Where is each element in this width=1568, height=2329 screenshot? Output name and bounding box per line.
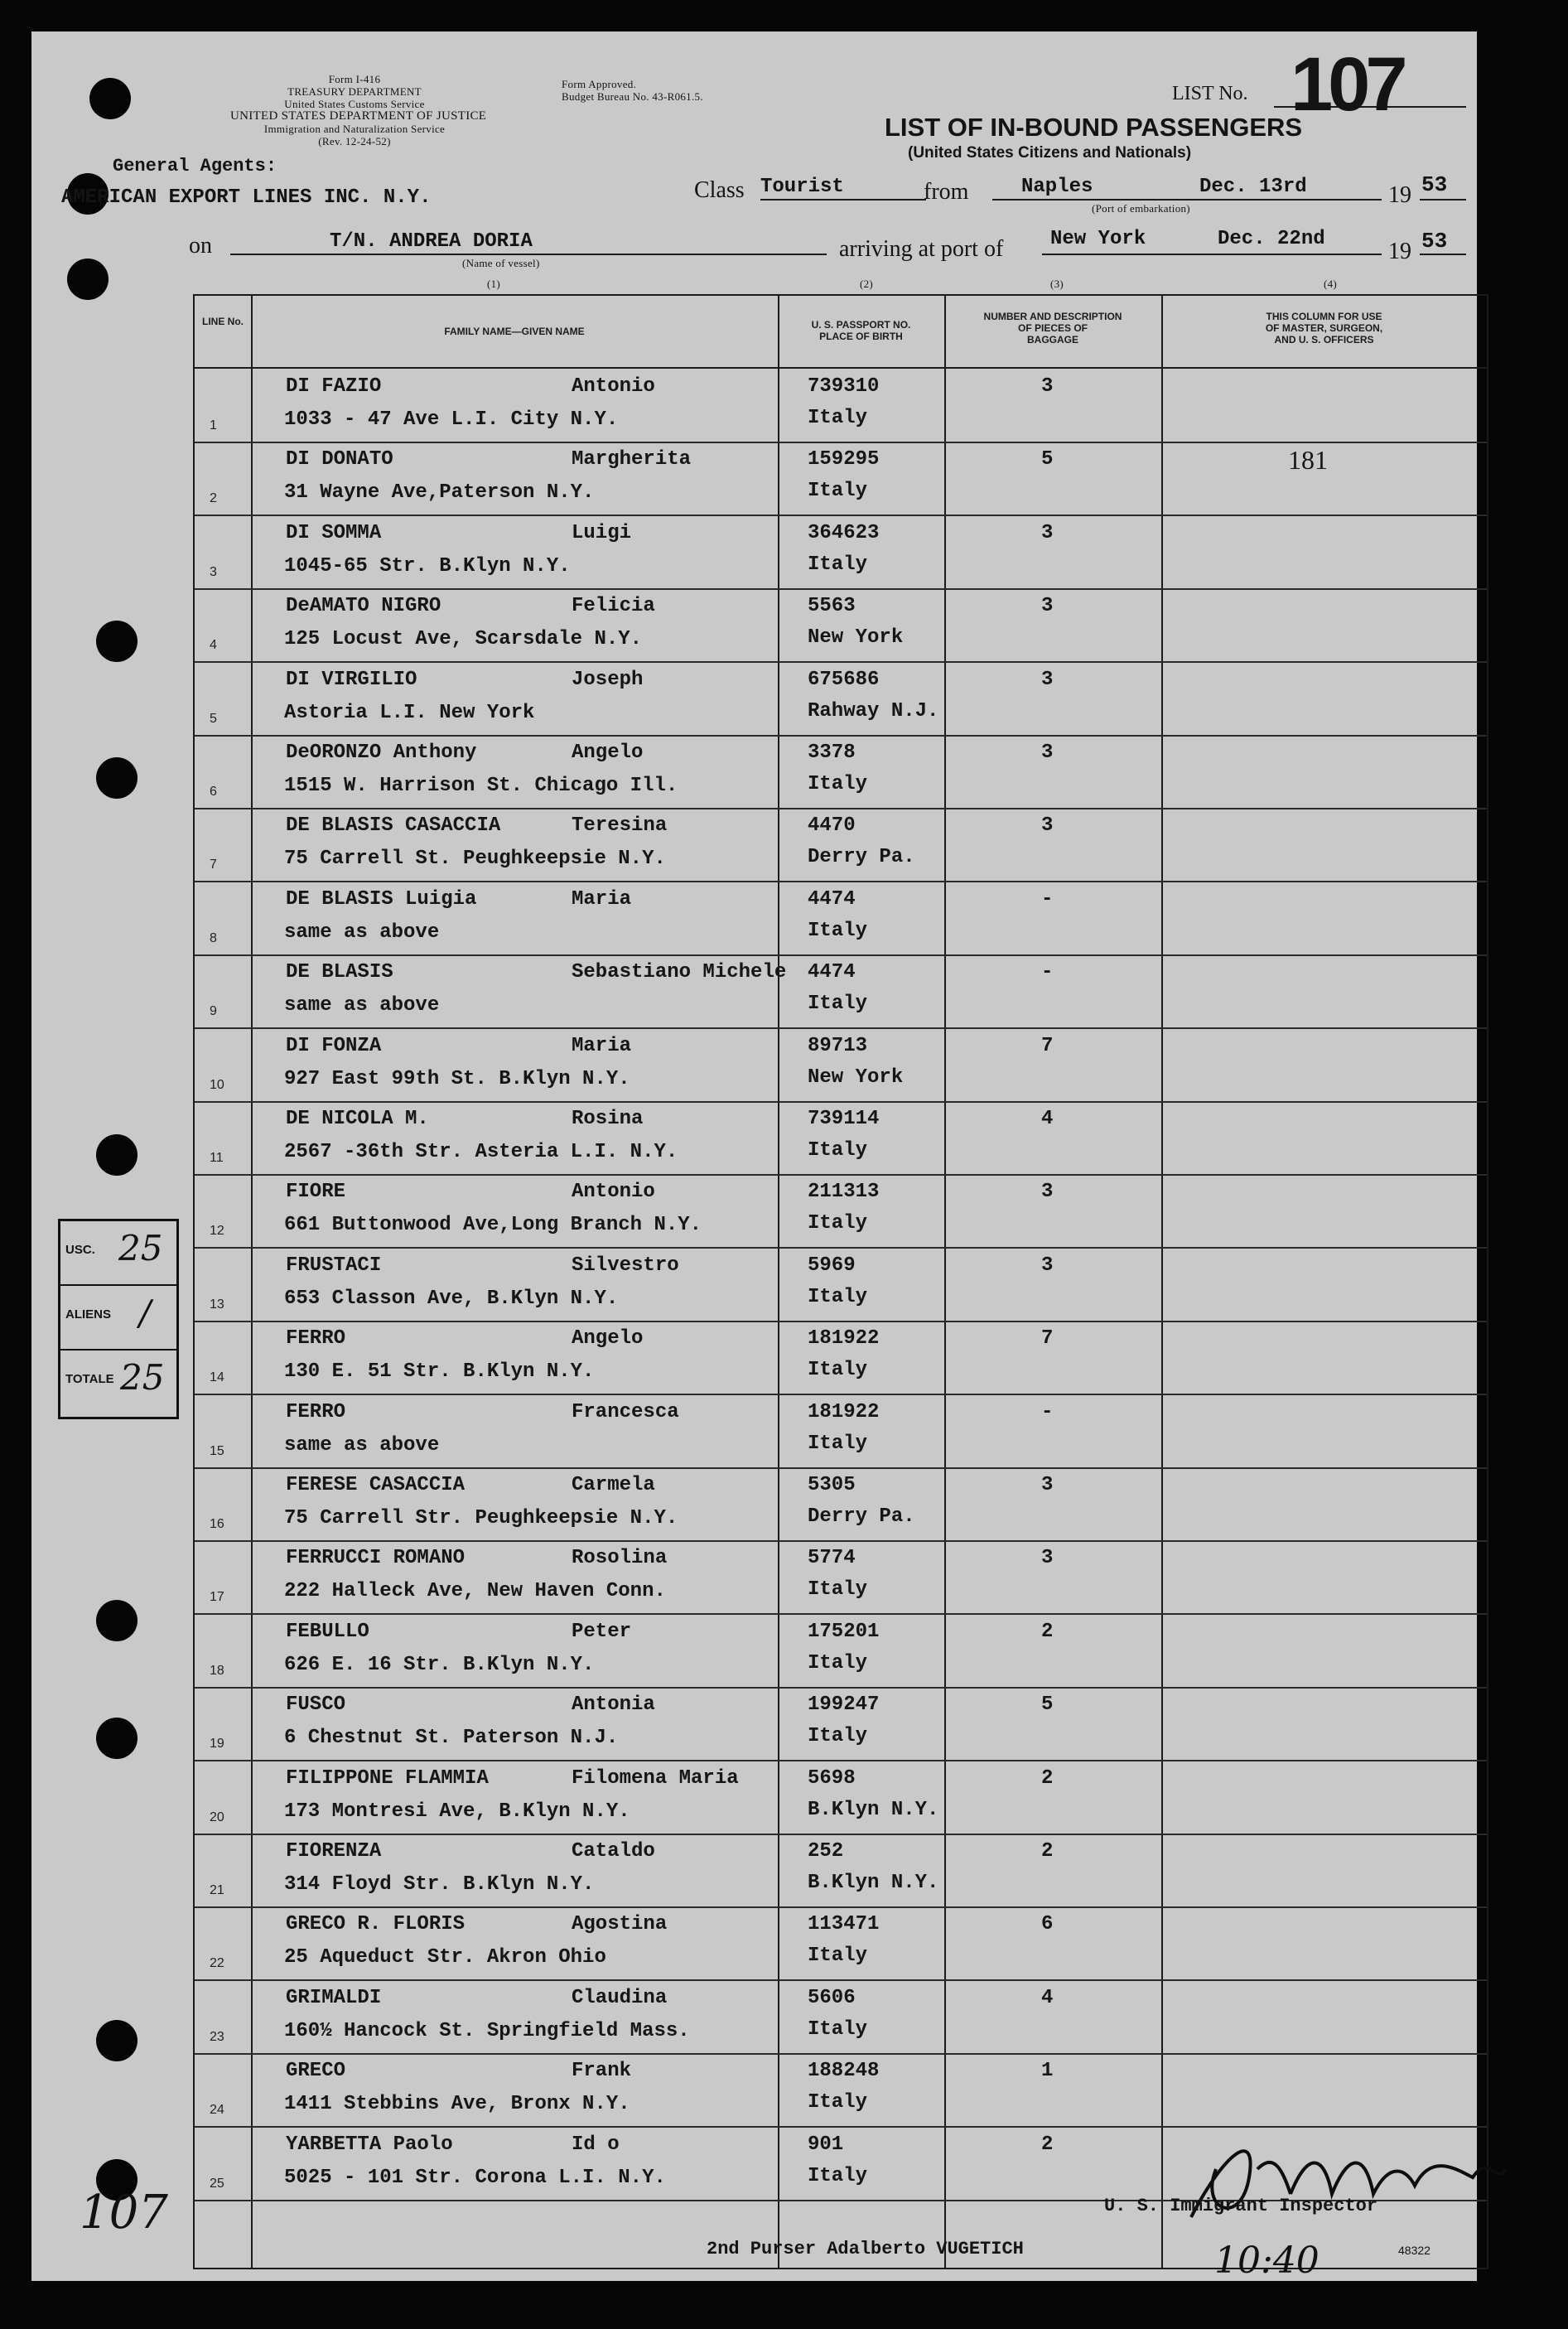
given-name: Agostina bbox=[572, 1913, 668, 1936]
given-name: Rosina bbox=[572, 1108, 644, 1130]
address: same as above bbox=[284, 920, 440, 944]
family-name: DI FONZA bbox=[286, 1034, 382, 1057]
line-number: 5 bbox=[210, 711, 217, 726]
passport-number: 181922 bbox=[808, 1327, 880, 1351]
baggage-count: 3 bbox=[1041, 1547, 1054, 1570]
baggage-count: 3 bbox=[1041, 1474, 1054, 1496]
passport-number: 113471 bbox=[808, 1913, 880, 1936]
family-name: FIORE bbox=[286, 1181, 346, 1204]
passport-number: 175201 bbox=[808, 1620, 880, 1643]
passport-number: 181922 bbox=[808, 1400, 880, 1423]
punch-hole bbox=[96, 621, 138, 662]
general-agents: AMERICAN EXPORT LINES INC. N.Y. bbox=[61, 186, 432, 209]
arrival-port: New York bbox=[1050, 228, 1146, 250]
class-value: Tourist bbox=[760, 176, 844, 198]
customs-service: United States Customs Service bbox=[284, 98, 425, 110]
place-of-birth: Italy bbox=[808, 919, 868, 942]
passport-number: 739114 bbox=[808, 1108, 880, 1130]
baggage-count: 4 bbox=[1041, 1986, 1054, 2009]
rule bbox=[1042, 254, 1382, 255]
col-passport-line1: U. S. PASSPORT NO. bbox=[811, 319, 911, 331]
address: 927 East 99th St. B.Klyn N.Y. bbox=[284, 1067, 630, 1090]
aliens-count: / bbox=[139, 1293, 152, 1333]
given-name: Peter bbox=[572, 1620, 632, 1643]
family-name: DI DONATO bbox=[286, 448, 393, 471]
baggage-count: 2 bbox=[1041, 1766, 1054, 1790]
handwritten-time: 10:40 bbox=[1214, 2240, 1320, 2282]
from-date: Dec. 13rd bbox=[1199, 176, 1307, 198]
punch-hole bbox=[96, 1134, 138, 1176]
family-name: FERRO bbox=[286, 1327, 346, 1351]
given-name: Rosolina bbox=[572, 1547, 668, 1570]
line-number: 25 bbox=[210, 2176, 224, 2191]
baggage-count: 7 bbox=[1041, 1034, 1054, 1057]
place-of-birth: Italy bbox=[808, 1945, 868, 1968]
col-num-4: (4) bbox=[1324, 278, 1338, 290]
place-of-birth: Derry Pa. bbox=[808, 846, 915, 869]
table-row bbox=[195, 664, 1487, 737]
purser-signature-line: 2nd Purser Adalberto VUGETICH bbox=[707, 2239, 1024, 2259]
given-name: Angelo bbox=[572, 742, 644, 764]
place-of-birth: Italy bbox=[808, 993, 868, 1016]
given-name: Felicia bbox=[572, 595, 655, 618]
line-number: 4 bbox=[210, 638, 217, 653]
address: 661 Buttonwood Ave,Long Branch N.Y. bbox=[284, 1214, 702, 1237]
line-number: 20 bbox=[210, 1810, 224, 1824]
officer-note: 181 bbox=[1288, 445, 1328, 476]
line-number: 1 bbox=[210, 418, 217, 432]
address: 125 Locust Ave, Scarsdale N.Y. bbox=[284, 628, 643, 651]
table-row bbox=[195, 370, 1487, 443]
given-name: Carmela bbox=[572, 1474, 655, 1496]
treasury-dept: TREASURY DEPARTMENT bbox=[287, 85, 422, 98]
manifest-page bbox=[31, 31, 1477, 2281]
table-row bbox=[195, 443, 1487, 516]
rule bbox=[1420, 254, 1466, 255]
passport-number: 3378 bbox=[808, 742, 856, 764]
place-of-birth: Italy bbox=[808, 1359, 868, 1382]
table-row bbox=[195, 1030, 1487, 1103]
tally-stamp bbox=[58, 1219, 179, 1419]
passport-number: 5563 bbox=[808, 595, 856, 618]
list-number-label: LIST No. bbox=[1172, 83, 1248, 104]
year2-prefix: 19 bbox=[1388, 239, 1411, 264]
given-name: Maria bbox=[572, 887, 632, 911]
place-of-birth: Italy bbox=[808, 407, 868, 429]
family-name: FUSCO bbox=[286, 1694, 346, 1717]
family-name: GRECO bbox=[286, 2060, 346, 2083]
family-name: DI FAZIO bbox=[286, 375, 382, 398]
col-num-1: (1) bbox=[487, 278, 501, 290]
baggage-count: 1 bbox=[1041, 2060, 1054, 2083]
form-approved: Form Approved. bbox=[562, 78, 637, 90]
table-row bbox=[195, 956, 1487, 1029]
form-code: 48322 bbox=[1398, 2244, 1430, 2257]
place-of-birth: Italy bbox=[808, 1139, 868, 1162]
family-name: DeORONZO Anthony bbox=[286, 742, 477, 764]
baggage-count: 3 bbox=[1041, 814, 1054, 838]
on-label: on bbox=[189, 233, 212, 259]
table-row bbox=[195, 1249, 1487, 1322]
address: 6 Chestnut St. Paterson N.J. bbox=[284, 1727, 619, 1750]
given-name: Luigi bbox=[572, 521, 632, 544]
passport-number: 188248 bbox=[808, 2060, 880, 2083]
passport-number: 159295 bbox=[808, 448, 880, 471]
family-name: DE BLASIS CASACCIA bbox=[286, 814, 501, 838]
ins-service: Immigration and Naturalization Service bbox=[263, 123, 446, 135]
family-name: DI VIRGILIO bbox=[286, 668, 417, 691]
year-prefix: 19 bbox=[1388, 182, 1411, 208]
passport-number: 89713 bbox=[808, 1034, 868, 1057]
line-number: 8 bbox=[210, 930, 217, 945]
passport-number: 5774 bbox=[808, 1547, 856, 1570]
given-name: Antonia bbox=[572, 1694, 655, 1717]
passport-number: 252 bbox=[808, 1840, 844, 1863]
table-row bbox=[195, 1762, 1487, 1835]
line-number: 19 bbox=[210, 1737, 224, 1752]
passport-number: 4474 bbox=[808, 887, 856, 911]
punch-hole bbox=[96, 757, 138, 799]
passport-number: 4474 bbox=[808, 961, 856, 984]
tally-usc bbox=[60, 1221, 176, 1286]
baggage-count: 2 bbox=[1041, 1620, 1054, 1643]
table-row bbox=[195, 1103, 1487, 1176]
passport-number: 675686 bbox=[808, 668, 880, 691]
col-baggage-line2: OF PIECES OF bbox=[1017, 322, 1088, 334]
baggage-count: - bbox=[1041, 887, 1054, 911]
punch-hole bbox=[67, 259, 109, 300]
justice-dept: UNITED STATES DEPARTMENT OF JUSTICE bbox=[230, 109, 487, 123]
table-row bbox=[195, 1542, 1487, 1615]
line-number: 18 bbox=[210, 1663, 224, 1678]
vessel-label: (Name of vessel) bbox=[462, 257, 540, 269]
baggage-count: 6 bbox=[1041, 1913, 1054, 1936]
usc-count: 25 bbox=[118, 1228, 163, 1268]
table-row bbox=[195, 1689, 1487, 1761]
budget-bureau: Budget Bureau No. 43-R061.5. bbox=[562, 90, 703, 103]
rule bbox=[992, 199, 1382, 201]
passport-number: 901 bbox=[808, 2133, 844, 2156]
table-row bbox=[195, 1982, 1487, 2055]
col-officers-line3: AND U. S. OFFICERS bbox=[1274, 334, 1374, 345]
table-row bbox=[195, 1908, 1487, 1981]
address: same as above bbox=[284, 1433, 440, 1457]
total-count: 25 bbox=[120, 1357, 165, 1398]
passport-number: 5969 bbox=[808, 1254, 856, 1277]
baggage-count: - bbox=[1041, 1400, 1054, 1423]
arriving-label: arriving at port of bbox=[839, 236, 1004, 262]
place-of-birth: Italy bbox=[808, 553, 868, 576]
place-of-birth: Italy bbox=[808, 1432, 868, 1455]
baggage-count: 3 bbox=[1041, 595, 1054, 618]
rule bbox=[230, 254, 827, 255]
place-of-birth: New York bbox=[808, 626, 904, 650]
total-label: TOTALE bbox=[65, 1372, 114, 1386]
place-of-birth: B.Klyn N.Y. bbox=[808, 1872, 939, 1894]
year2: 53 bbox=[1421, 229, 1448, 254]
given-name: Silvestro bbox=[572, 1254, 679, 1277]
tally-aliens bbox=[60, 1286, 176, 1351]
family-name: YARBETTA Paolo bbox=[286, 2133, 453, 2156]
address: 2567 -36th Str. Asteria L.I. N.Y. bbox=[284, 1141, 678, 1163]
handwritten-page-number: 107 bbox=[80, 2186, 168, 2240]
line-number: 11 bbox=[210, 1151, 224, 1165]
given-name: Francesca bbox=[572, 1400, 679, 1423]
address: 75 Carrell St. Peughkeepsie N.Y. bbox=[284, 848, 666, 871]
col-officers-line2: OF MASTER, SURGEON, bbox=[1265, 322, 1383, 334]
address: 5025 - 101 Str. Corona L.I. N.Y. bbox=[284, 2166, 666, 2189]
line-number: 3 bbox=[210, 564, 217, 579]
line-number: 23 bbox=[210, 2029, 224, 2044]
table-row bbox=[195, 517, 1487, 590]
class-label: Class bbox=[694, 177, 745, 203]
aliens-label: ALIENS bbox=[65, 1307, 112, 1322]
line-number: 10 bbox=[210, 1077, 224, 1092]
place-of-birth: Italy bbox=[808, 480, 868, 503]
family-name: GRECO R. FLORIS bbox=[286, 1913, 466, 1936]
address: 75 Carrell Str. Peughkeepsie N.Y. bbox=[284, 1507, 678, 1529]
address: 222 Halleck Ave, New Haven Conn. bbox=[284, 1580, 666, 1603]
given-name: Antonio bbox=[572, 375, 655, 398]
family-name: DE BLASIS Luigia bbox=[286, 887, 477, 911]
address: 653 Classon Ave, B.Klyn N.Y. bbox=[284, 1287, 619, 1310]
table-row bbox=[195, 737, 1487, 809]
address: 1033 - 47 Ave L.I. City N.Y. bbox=[284, 408, 619, 431]
col-name: FAMILY NAME—GIVEN NAME bbox=[444, 326, 585, 337]
line-number: 2 bbox=[210, 491, 217, 506]
family-name: FERESE CASACCIA bbox=[286, 1474, 466, 1496]
address: 1515 W. Harrison St. Chicago Ill. bbox=[284, 775, 678, 797]
passport-number: 211313 bbox=[808, 1181, 880, 1204]
given-name: Cataldo bbox=[572, 1840, 655, 1863]
col-passport-line2: PLACE OF BIRTH bbox=[819, 331, 903, 342]
address: 314 Floyd Str. B.Klyn N.Y. bbox=[284, 1873, 595, 1896]
family-name: DeAMATO NIGRO bbox=[286, 595, 441, 618]
table-row bbox=[195, 1176, 1487, 1249]
baggage-count: - bbox=[1041, 961, 1054, 984]
line-number: 9 bbox=[210, 1004, 217, 1019]
address: same as above bbox=[284, 994, 440, 1017]
line-number: 24 bbox=[210, 2103, 224, 2118]
line-number: 12 bbox=[210, 1224, 224, 1239]
given-name: Filomena Maria bbox=[572, 1766, 739, 1790]
place-of-birth: Italy bbox=[808, 2091, 868, 2114]
document-title: LIST OF IN-BOUND PASSENGERS bbox=[885, 113, 1303, 142]
col-num-2: (2) bbox=[860, 278, 874, 290]
line-number: 6 bbox=[210, 785, 217, 799]
line-number: 16 bbox=[210, 1517, 224, 1531]
place-of-birth: New York bbox=[808, 1065, 904, 1089]
document-subtitle: (United States Citizens and Nationals) bbox=[908, 144, 1192, 162]
given-name: Frank bbox=[572, 2060, 632, 2083]
place-of-birth: Italy bbox=[808, 1212, 868, 1235]
line-number: 17 bbox=[210, 1590, 224, 1605]
vessel-name: T/N. ANDREA DORIA bbox=[330, 230, 533, 253]
line-number: 7 bbox=[210, 858, 217, 872]
passenger-table bbox=[193, 294, 1488, 2269]
given-name: Maria bbox=[572, 1034, 632, 1057]
given-name: Angelo bbox=[572, 1327, 644, 1351]
address: 130 E. 51 Str. B.Klyn N.Y. bbox=[284, 1360, 595, 1384]
place-of-birth: Derry Pa. bbox=[808, 1505, 915, 1528]
punch-hole bbox=[96, 1718, 138, 1759]
family-name: FERRO bbox=[286, 1400, 346, 1423]
revision-date: (Rev. 12-24-52) bbox=[318, 135, 391, 147]
col-line-no: LINE No. bbox=[202, 316, 244, 327]
baggage-count: 3 bbox=[1041, 1181, 1054, 1204]
address: 1045-65 Str. B.Klyn N.Y. bbox=[284, 554, 571, 577]
family-name: FEBULLO bbox=[286, 1620, 369, 1643]
place-of-birth: Italy bbox=[808, 1578, 868, 1602]
table-row bbox=[195, 590, 1487, 663]
col-baggage bbox=[944, 311, 1161, 345]
col-officers-line1: THIS COLUMN FOR USE bbox=[1266, 311, 1382, 322]
baggage-count: 3 bbox=[1041, 742, 1054, 764]
baggage-count: 5 bbox=[1041, 448, 1054, 471]
arrival-date: Dec. 22nd bbox=[1218, 228, 1325, 250]
given-name: Margherita bbox=[572, 448, 692, 471]
passport-number: 5698 bbox=[808, 1766, 856, 1790]
family-name: GRIMALDI bbox=[286, 1986, 382, 2009]
punch-hole bbox=[96, 2020, 138, 2061]
place-of-birth: Italy bbox=[808, 773, 868, 795]
table-row bbox=[195, 1396, 1487, 1469]
embarkation-label: (Port of embarkation) bbox=[1092, 202, 1190, 215]
family-name: FRUSTACI bbox=[286, 1254, 382, 1277]
general-agents-label: General Agents: bbox=[113, 156, 277, 176]
place-of-birth: Italy bbox=[808, 1285, 868, 1308]
baggage-count: 3 bbox=[1041, 1254, 1054, 1277]
line-number: 21 bbox=[210, 1883, 224, 1897]
baggage-count: 2 bbox=[1041, 1840, 1054, 1863]
approval-block bbox=[562, 78, 703, 103]
from-port: Naples bbox=[1021, 176, 1093, 198]
baggage-count: 5 bbox=[1041, 1694, 1054, 1717]
table-row bbox=[195, 1835, 1487, 1908]
address: 626 E. 16 Str. B.Klyn N.Y. bbox=[284, 1653, 595, 1676]
address: 160½ Hancock St. Springfield Mass. bbox=[284, 2019, 690, 2042]
baggage-count: 7 bbox=[1041, 1327, 1054, 1351]
family-name: FILIPPONE FLAMMIA bbox=[286, 1766, 489, 1790]
punch-hole bbox=[96, 1600, 138, 1641]
from-label: from bbox=[924, 179, 969, 205]
form-block bbox=[230, 73, 487, 147]
passport-number: 199247 bbox=[808, 1694, 880, 1717]
passport-number: 5606 bbox=[808, 1986, 856, 2009]
place-of-birth: Italy bbox=[808, 1651, 868, 1674]
form-number: Form I-416 bbox=[328, 73, 381, 85]
passport-number: 739310 bbox=[808, 375, 880, 398]
col-baggage-line1: NUMBER AND DESCRIPTION bbox=[983, 311, 1122, 322]
place-of-birth: Italy bbox=[808, 2164, 868, 2187]
given-name: Id o bbox=[572, 2133, 620, 2156]
place-of-birth: Rahway N.J. bbox=[808, 699, 939, 722]
place-of-birth: Italy bbox=[808, 1725, 868, 1748]
family-name: DE NICOLA M. bbox=[286, 1108, 429, 1130]
table-row bbox=[195, 2055, 1487, 2128]
line-number: 15 bbox=[210, 1443, 224, 1458]
usc-label: USC. bbox=[65, 1243, 95, 1257]
address: 25 Aqueduct Str. Akron Ohio bbox=[284, 1946, 606, 1969]
table-row bbox=[195, 1469, 1487, 1542]
col-baggage-line3: BAGGAGE bbox=[1026, 334, 1078, 345]
baggage-count: 4 bbox=[1041, 1108, 1054, 1130]
col-passport bbox=[778, 319, 944, 342]
passport-number: 4470 bbox=[808, 814, 856, 838]
given-name: Antonio bbox=[572, 1181, 655, 1204]
table-row bbox=[195, 1322, 1487, 1395]
given-name: Teresina bbox=[572, 814, 668, 838]
line-number: 22 bbox=[210, 1956, 224, 1971]
family-name: DE BLASIS bbox=[286, 961, 393, 984]
place-of-birth: Italy bbox=[808, 2017, 868, 2041]
family-name: FIORENZA bbox=[286, 1840, 382, 1863]
given-name: Joseph bbox=[572, 668, 644, 691]
family-name: FERRUCCI ROMANO bbox=[286, 1547, 466, 1570]
baggage-count: 3 bbox=[1041, 375, 1054, 398]
list-number: 107 bbox=[1291, 42, 1403, 127]
address: 1411 Stebbins Ave, Bronx N.Y. bbox=[284, 2093, 630, 2116]
rule bbox=[1420, 199, 1466, 201]
given-name: Claudina bbox=[572, 1986, 668, 2009]
line-number: 13 bbox=[210, 1297, 224, 1312]
table-row bbox=[195, 809, 1487, 882]
baggage-count: 3 bbox=[1041, 668, 1054, 691]
tally-total bbox=[60, 1351, 176, 1413]
passport-number: 364623 bbox=[808, 521, 880, 544]
passport-number: 5305 bbox=[808, 1474, 856, 1496]
col-officers bbox=[1161, 311, 1487, 345]
inspector-signature bbox=[1125, 2119, 1522, 2235]
punch-hole bbox=[89, 78, 131, 119]
table-row bbox=[195, 1616, 1487, 1689]
given-name: Sebastiano Michele bbox=[572, 961, 787, 984]
baggage-count: 2 bbox=[1041, 2133, 1054, 2156]
address: Astoria L.I. New York bbox=[284, 701, 535, 724]
family-name: DI SOMMA bbox=[286, 521, 382, 544]
baggage-count: 3 bbox=[1041, 521, 1054, 544]
line-number: 14 bbox=[210, 1370, 224, 1385]
address: 173 Montresi Ave, B.Klyn N.Y. bbox=[284, 1800, 630, 1823]
header-rule bbox=[195, 367, 1487, 369]
inspector-title: U. S. Immigrant Inspector bbox=[1104, 2196, 1378, 2216]
col-num-3: (3) bbox=[1050, 278, 1064, 290]
address: 31 Wayne Ave,Paterson N.Y. bbox=[284, 481, 595, 505]
table-row bbox=[195, 883, 1487, 956]
year: 53 bbox=[1421, 172, 1448, 197]
place-of-birth: B.Klyn N.Y. bbox=[808, 1798, 939, 1821]
rule bbox=[760, 199, 926, 201]
